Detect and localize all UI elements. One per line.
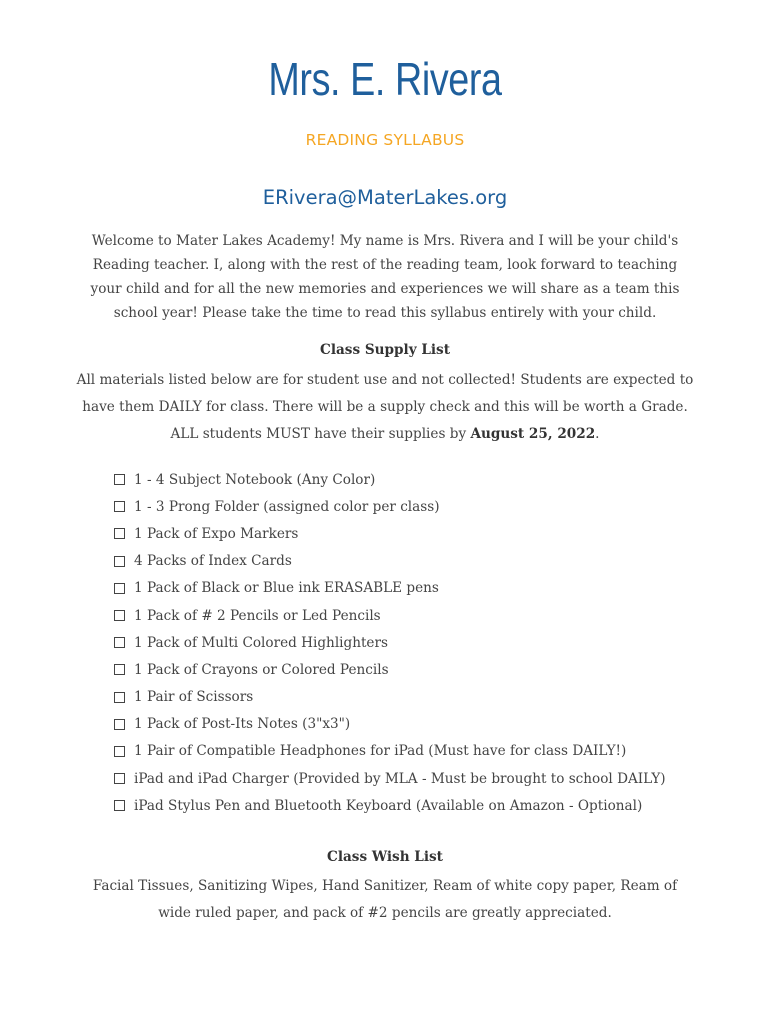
list-item <box>114 520 734 547</box>
list-item <box>114 548 734 575</box>
list-item <box>114 684 734 711</box>
list-item <box>114 493 734 520</box>
checkbox-icon <box>114 746 125 757</box>
list-item <box>114 656 734 683</box>
list-item-label: 1 - 4 Subject Notebook (Any Color) <box>134 471 376 488</box>
checkbox-icon <box>114 556 125 567</box>
checkbox-icon <box>114 800 125 811</box>
list-item-label: 1 Pack of Black or Blue ink ERASABLE pens <box>134 580 439 597</box>
checkbox-icon <box>114 692 125 703</box>
checkbox-icon <box>114 719 125 730</box>
page-subtitle: READING SYLLABUS <box>305 131 465 149</box>
wish-list-text: Facial Tissues, Sanitizing Wipes, Hand Sanitizer, Ream of white copy paper, Ream of wide ruled paper, and pack of #2 pencils are greatly appreciated. <box>92 878 678 921</box>
list-item <box>114 629 734 656</box>
checkbox-icon <box>114 773 125 784</box>
supply-list-heading: Class Supply List <box>320 342 450 358</box>
supply-list-intro <box>70 367 700 448</box>
teacher-email: ERivera@MaterLakes.org <box>262 186 508 209</box>
list-item-label: 1 Pack of # 2 Pencils or Led Pencils <box>134 607 381 624</box>
checkbox-icon <box>114 474 125 485</box>
list-item <box>114 575 734 602</box>
list-item-label: 1 Pair of Scissors <box>134 689 254 706</box>
list-item <box>114 711 734 738</box>
welcome-paragraph: Welcome to Mater Lakes Academy! My name is Mrs. Rivera and I will be your child's Reading teacher. I, along with the rest of the reading team, look forward to teaching your child and for all the new memories and experiences we will share as a team this school year! Please take the time to read this syllabus entirely with your child. <box>90 233 680 321</box>
page-title: Mrs. E. Rivera <box>268 53 502 105</box>
list-item <box>114 738 734 765</box>
list-item <box>114 792 734 819</box>
list-item-label: 1 Pack of Post-Its Notes (3"x3") <box>134 716 351 733</box>
list-item-label: 1 Pack of Crayons or Colored Pencils <box>134 661 389 678</box>
list-item-label: 1 Pair of Compatible Headphones for iPad (Must have for class DAILY!) <box>134 743 627 760</box>
list-item <box>114 466 734 493</box>
checkbox-icon <box>114 610 125 621</box>
checkbox-icon <box>114 664 125 675</box>
list-item-label: iPad and iPad Charger (Provided by MLA - Must be brought to school DAILY) <box>134 770 666 787</box>
supply-deadline: August 25, 2022 <box>470 426 596 442</box>
checkbox-icon <box>114 501 125 512</box>
list-item-label: 4 Packs of Index Cards <box>134 553 292 570</box>
checkbox-icon <box>114 528 125 539</box>
list-item <box>114 765 734 792</box>
list-item-label: iPad Stylus Pen and Bluetooth Keyboard (Available on Amazon - Optional) <box>134 797 643 814</box>
supply-intro-end: . <box>595 426 600 442</box>
list-item-label: 1 - 3 Prong Folder (assigned color per class) <box>134 498 440 515</box>
checkbox-icon <box>114 583 125 594</box>
supply-intro-text: All materials listed below are for student use and not collected! Students are expected to have them DAILY for class. There will be a supply check and this will be worth a Grade. ALL students MUST have their supplies by <box>76 372 694 442</box>
list-item <box>114 602 734 629</box>
list-item-label: 1 Pack of Expo Markers <box>134 525 299 542</box>
list-item-label: 1 Pack of Multi Colored Highlighters <box>134 634 388 651</box>
wish-list-heading: Class Wish List <box>327 849 443 865</box>
checkbox-icon <box>114 637 125 648</box>
supply-checklist <box>114 466 734 819</box>
